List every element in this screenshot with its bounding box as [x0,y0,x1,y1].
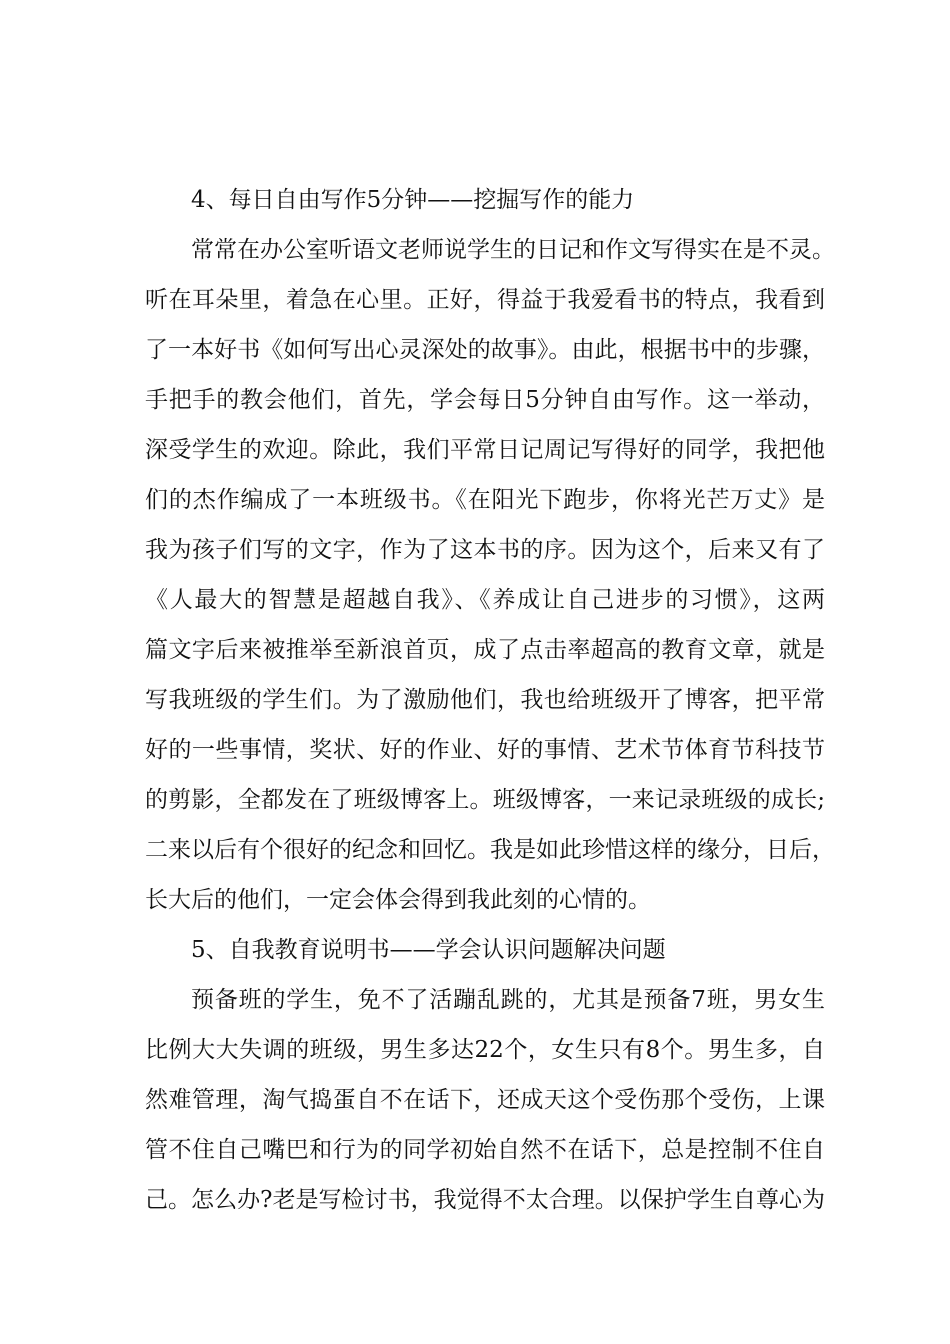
paragraph-line: 管不住自己嘴巴和行为的同学初始自然不在话下，总是控制不住自 [145,1137,825,1163]
paragraph-line: 手把手的教会他们，首先，学会每日5分钟自由写作。这一举动， [145,387,825,413]
paragraph-line: 己。怎么办?老是写检讨书，我觉得不太合理。以保护学生自尊心为 [145,1187,825,1213]
paragraph-line: 篇文字后来被推举至新浪首页，成了点击率超高的教育文章，就是 [145,637,825,663]
paragraph-line: 预备班的学生，免不了活蹦乱跳的，尤其是预备7班，男女生 [191,987,825,1013]
section-heading-5: 5、自我教育说明书——学会认识问题解决问题 [191,937,666,963]
paragraph-line: 了一本好书《如何写出心灵深处的故事》。由此，根据书中的步骤， [145,337,825,363]
paragraph-line: 深受学生的欢迎。除此，我们平常日记周记写得好的同学，我把他 [145,437,825,463]
paragraph-line: 然难管理，淘气捣蛋自不在话下，还成天这个受伤那个受伤，上课 [145,1087,825,1113]
paragraph-line: 好的一些事情，奖状、好的作业、好的事情、艺术节体育节科技节 [145,737,825,763]
paragraph-line: 们的杰作编成了一本班级书。《在阳光下跑步，你将光芒万丈》是 [145,487,825,513]
section-heading-4: 4、每日自由写作5分钟——挖掘写作的能力 [191,187,635,213]
paragraph-line: 二来以后有个很好的纪念和回忆。我是如此珍惜这样的缘分，日后， [145,837,835,863]
paragraph-line: 比例大大失调的班级，男生多达22个，女生只有8个。男生多，自 [145,1037,825,1063]
paragraph-line: 的剪影，全都发在了班级博客上。班级博客，一来记录班级的成长; [145,787,825,813]
paragraph-line: 听在耳朵里，着急在心里。正好，得益于我爱看书的特点，我看到 [145,287,825,313]
paragraph-line: 常常在办公室听语文老师说学生的日记和作文写得实在是不灵。 [191,237,835,263]
paragraph-line: 长大后的他们，一定会体会得到我此刻的心情的。 [145,887,651,913]
paragraph-line: 我为孩子们写的文字，作为了这本书的序。因为这个，后来又有了 [145,537,825,563]
document-body [145,175,835,1225]
paragraph-line: 《人最大的智慧是超越自我》、《养成让自己进步的习惯》，这两 [145,587,825,613]
paragraph-line: 写我班级的学生们。为了激励他们，我也给班级开了博客，把平常 [145,687,825,713]
